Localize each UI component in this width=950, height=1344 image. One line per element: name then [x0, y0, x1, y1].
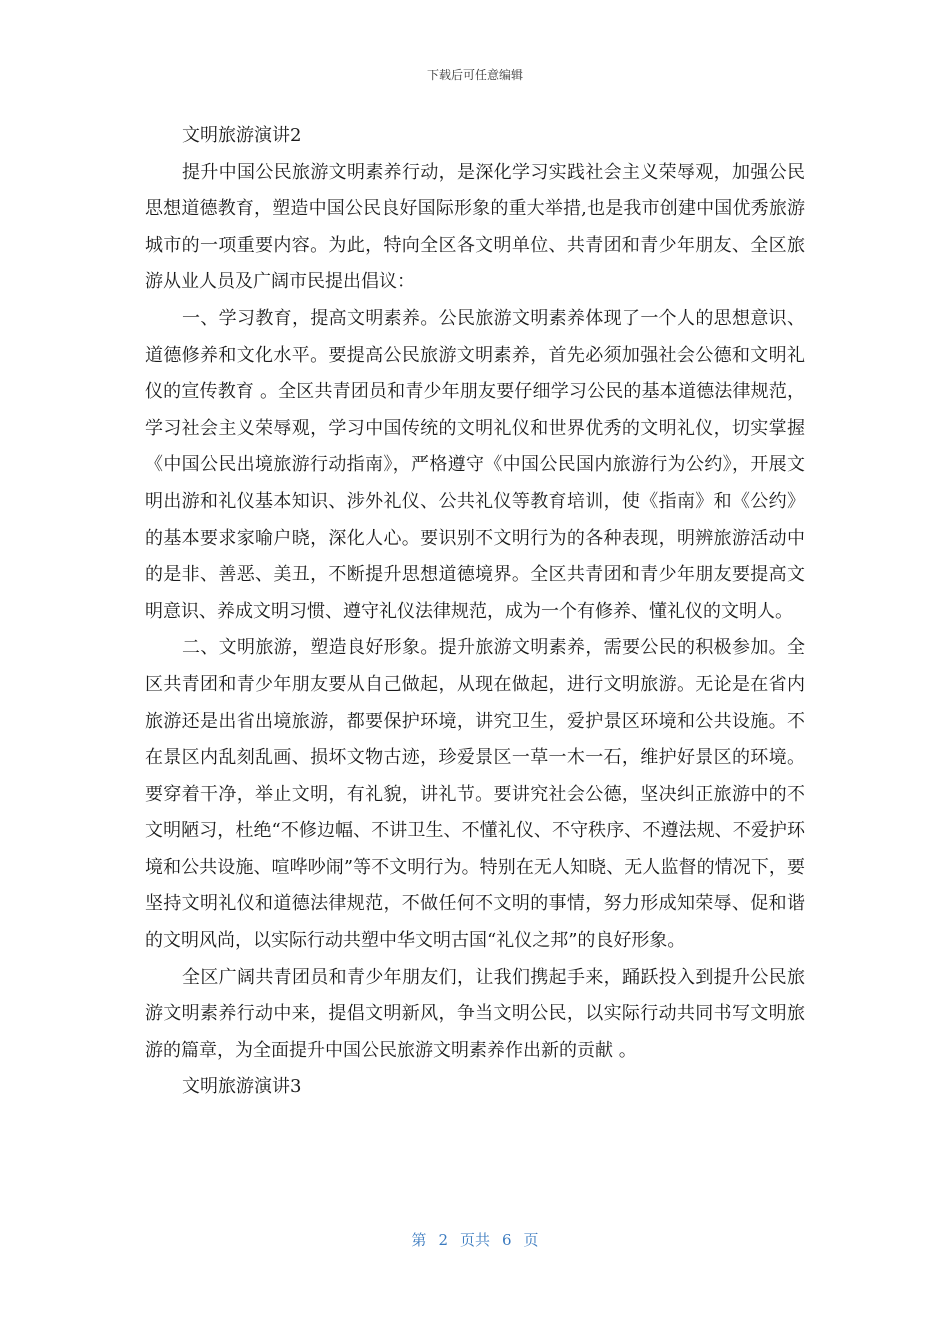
section-title: 文明旅游演讲2 [182, 125, 302, 146]
document-body [145, 118, 805, 1106]
page-number [0, 1229, 950, 1250]
total-pages: 6 [502, 1231, 512, 1249]
page-prefix: 第 [411, 1231, 427, 1249]
page-header: 下载后可任意编辑 [426, 68, 523, 82]
paragraph-closing: 全区广阔共青团员和青少年朋友们，让我们携起手来，踊跃投入到提升公民旅游文明素养行动中来，提倡文明新风，争当文明公民，以实际行动共同书写文明旅游的篇章，为全面提升中国公民旅游文明素养作出新的贡献 。 [145, 966, 805, 1061]
paragraph-study-education: 一、学习教育，提高文明素养。公民旅游文明素养体现了一个人的思想意识、道德修养和文化水平。要提高公民旅游文明素养，首先必须加强社会公德和文明礼仪的宣传教育 。全区共青团员和青少年朋友要仔细学习公民的基本道德法律规范，学习社会主义荣辱观，学习中国传统的文明礼仪和世界优秀的文明礼仪，切实掌握《中国公民出境旅游行动指南》，严格遵守《中国公民国内旅游行为公约》，开展文明出游和礼仪基本知识、涉外礼仪、公共礼仪等教育培训，使《指南》和《公约》的基本要求家喻户晓，深化人心。要识别不文明行为的各种表现，明辨旅游活动中的是非、善恶、美丑，不断提升思想道德境界。全区共青团和青少年朋友要提高文明意识、养成文明习惯、遵守礼仪法律规范，成为一个有修养、懂礼仪的文明人。 [145, 307, 805, 622]
paragraph-civilized-travel: 二、文明旅游，塑造良好形象。提升旅游文明素养，需要公民的积极参加。全区共青团和青少年朋友要从自己做起，从现在做起，进行文明旅游。无论是在省内旅游还是出省出境旅游，都要保护环境，讲究卫生，爱护景区环境和公共设施。不在景区内乱刻乱画、损坏文物古迹，珍爱景区一草一木一石，维护好景区的环境。要穿着干净，举止文明，有礼貌，讲礼节。要讲究社会公德，坚决纠正旅游中的不文明陋习，杜绝“不修边幅、不讲卫生、不懂礼仪、不守秩序、不遵法规、不爱护环境和公共设施、喧哗吵闹”等不文明行为。特别在无人知晓、无人监督的情况下，要坚持文明礼仪和道德法律规范，不做任何不文明的事情，努力形成知荣辱、促和谐的文明风尚，以实际行动共塑中华文明古国“礼仪之邦”的良好形象。 [145, 637, 805, 952]
current-page: 2 [438, 1231, 448, 1249]
paragraph-intro: 提升中国公民旅游文明素养行动，是深化学习实践社会主义荣辱观，加强公民思想道德教育，塑造中国公民良好国际形象的重大举措,也是我市创建中国优秀旅游城市的一项重要内容。为此，特向全区各文明单位、共青团和青少年朋友、全区旅游从业人员及广阔市民提出倡议： [145, 161, 805, 293]
page-middle: 页共 [459, 1231, 490, 1249]
page-suffix: 页 [523, 1231, 539, 1249]
section-title: 文明旅游演讲3 [182, 1076, 302, 1098]
